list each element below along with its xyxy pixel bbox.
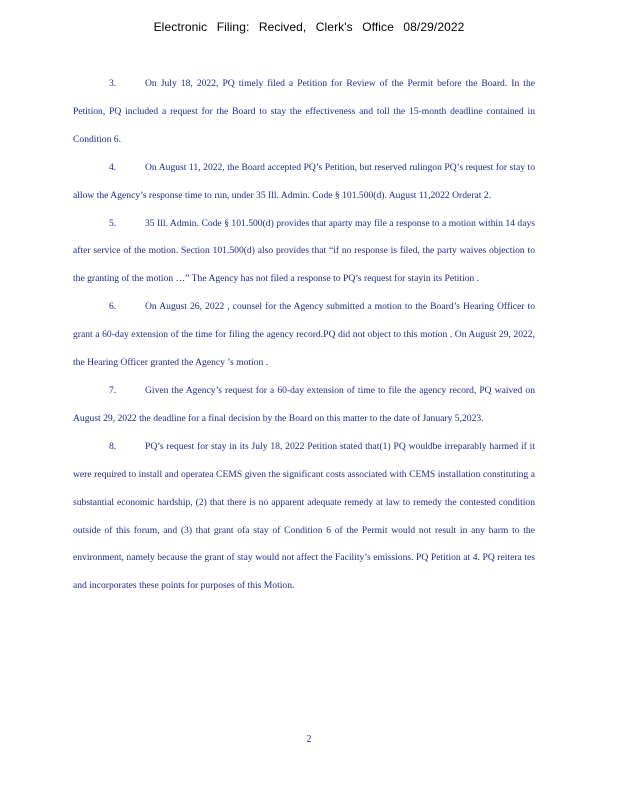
paragraph-text: On July 18, 2022, PQ timely filed a Petition for Review of the Permit before the Board. In the Petition, PQ included a request for the Board to stay the effectiveness and toll the 15-month deadline contained in Condition 6.: [73, 78, 535, 145]
paragraph-text: Given the Agency’s request for a 60-day extension of time to file the agency record, PQ waived on August 29, 2022 the deadline for a final decision by the Board on this matter to the date of January 5,2023.: [73, 384, 535, 424]
paragraph-8: [73, 433, 535, 600]
page-number: 2: [306, 734, 312, 745]
paragraph-text: On August 11, 2022, the Board accepted PQ’s Petition, but reserved rulingon PQ’s request for stay to allow the Agency’s response time to run, under 35 Ill. Admin. Code § 101.500(d). August 11,2022 Orderat 2.: [73, 161, 535, 201]
paragraph-4: [73, 154, 535, 210]
paragraph-5: [73, 210, 535, 294]
paragraph-number: 3.: [109, 78, 117, 89]
paragraph-number: 7.: [109, 384, 117, 396]
paragraph-text: 35 Ill. Admin. Code § 101.500(d) provides that aparty may file a response to a motion within 14 days after service of the motion. Section 101.500(d) also provides that “if no response is filed, the party waives objection to the granting of the motion …” The Agency has not filed a response to PQ’s request for stayin its Petition .: [73, 217, 535, 285]
document-body: [73, 70, 535, 600]
paragraph-3: [73, 70, 535, 154]
paragraph-number: 5.: [109, 217, 117, 229]
paragraph-number: 6.: [109, 301, 117, 313]
paragraph-6: [73, 293, 535, 377]
paragraph-number: 8.: [109, 440, 117, 452]
paragraph-text: On August 26, 2022 , counsel for the Agency submitted a motion to the Board’s Hearing Officer to grant a 60-day extension of the time for filing the agency record.PQ did not object to this motion . On August 29, 2022, the Hearing Officer granted the Agency ’s motion .: [73, 301, 535, 369]
paragraph-text: PQ’s request for stay in its July 18, 2022 Petition stated that(1) PQ wouldbe irreparably harmed if it were required to install and operatea CEMS given the significant costs associated with CEMS installation constituting a substantial economic hardship, (2) that there is no apparent adequate remedy at law to remedy the contested condition outside of this forum, and (3) that grant ofa stay of Condition 6 of the Permit would not result in any harm to the environment, namely because the grant of stay would not affect the Facility’s emissions. PQ Petition at 4. PQ reitera tes and incorporates these points for purposes of this Motion.: [73, 440, 535, 592]
paragraph-7: [73, 377, 535, 433]
paragraph-number: 4.: [109, 161, 117, 173]
filing-header: Electronic Filing: Recived, Clerk's Office 08/29/2022: [153, 20, 465, 34]
